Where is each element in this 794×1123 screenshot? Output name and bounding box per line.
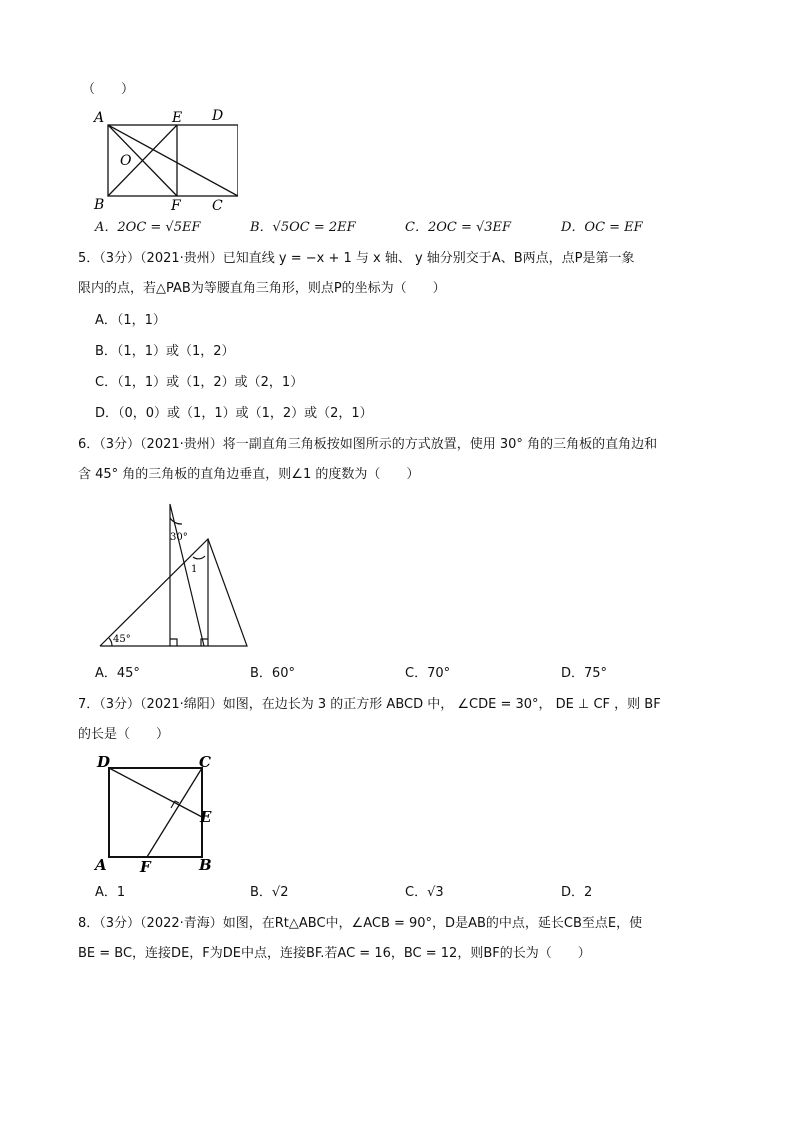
q4-option-d[interactable]: D．OC = EF <box>561 220 643 235</box>
q7-option-a[interactable]: A．1 <box>95 885 126 900</box>
q5-option-d[interactable]: D．（0，0）或（1，1）或（1，2）或（2，1） <box>95 406 373 421</box>
q5-option-a[interactable]: A．（1，1） <box>95 313 166 328</box>
q4-option-b[interactable]: B．√5OC = 2EF <box>250 220 356 235</box>
q6-triangles-figure <box>90 496 256 652</box>
q6-option-c[interactable]: C．70° <box>405 666 451 681</box>
q4-label-c: C <box>212 198 223 212</box>
q7-label-b: B <box>199 856 212 874</box>
q4-label-o: O <box>120 153 132 169</box>
q7-label-f: F <box>140 858 151 874</box>
q4-answer-bracket: （ ） <box>82 82 135 97</box>
q4-option-c[interactable]: C．2OC = √3EF <box>405 220 512 235</box>
q4-label-a: A <box>94 110 105 126</box>
q4-label-b: B <box>94 197 105 212</box>
q6-option-a[interactable]: A．45° <box>95 666 140 681</box>
q6-angle-1-label: 1 <box>191 564 198 575</box>
q6-option-d[interactable]: D．75° <box>561 666 608 681</box>
q4-option-a[interactable]: A．2OC = √5EF <box>95 220 201 235</box>
q7-label-c: C <box>199 753 211 771</box>
q7-option-d[interactable]: D．2 <box>561 885 593 900</box>
q4-label-d: D <box>212 108 224 124</box>
q7-label-e: E <box>200 808 212 826</box>
q7-label-a: A <box>95 856 107 874</box>
q6-angle-30-label: 30° <box>170 532 188 543</box>
q4-rectangle-figure <box>88 104 238 212</box>
q7-label-d: D <box>97 753 111 771</box>
q7-square-figure <box>92 752 222 874</box>
q6-angle-45-label: 45° <box>113 634 131 645</box>
q5-stem-line2: 限内的点，若△PAB为等腰直角三角形，则点P的坐标为（ ） <box>78 281 446 296</box>
q5-option-c[interactable]: C．（1，1）或（1，2）或（2，1） <box>95 375 304 390</box>
q7-stem-line2: 的长是（ ） <box>78 727 170 742</box>
q6-stem-line2: 含 45° 角的三角板的直角边垂直，则∠1 的度数为（ ） <box>78 467 420 482</box>
q7-option-b[interactable]: B．√2 <box>250 885 289 900</box>
q4-label-e: E <box>172 110 183 126</box>
q7-stem-line1: 7．（3分）（2021·绵阳）如图，在边长为 3 的正方形 ABCD 中， ∠CDE = 30°， DE ⊥ CF ，则 BF <box>78 697 661 712</box>
q6-stem-line1: 6．（3分）（2021·贵州）将一副直角三角板按如图所示的方式放置，使用 30° 角的三角板的直角边和 <box>78 437 658 452</box>
q8-stem-line2: BE = BC，连接DE，F为DE中点，连接BF.若AC = 16，BC = 12，则BF的长为（ ） <box>78 946 591 961</box>
q8-stem-line1: 8．（3分）（2022·青海）如图，在Rt△ABC中，∠ACB = 90°，D是AB的中点，延长CB至点E，使 <box>78 916 643 931</box>
q5-stem-line1: 5．（3分）（2021·贵州）已知直线 y = −x + 1 与 x 轴、 y 轴分别交于A、B两点，点P是第一象 <box>78 251 635 266</box>
q6-option-b[interactable]: B．60° <box>250 666 295 681</box>
q7-option-c[interactable]: C．√3 <box>405 885 444 900</box>
q5-option-b[interactable]: B．（1，1）或（1，2） <box>95 344 235 359</box>
q4-label-f: F <box>171 198 181 212</box>
